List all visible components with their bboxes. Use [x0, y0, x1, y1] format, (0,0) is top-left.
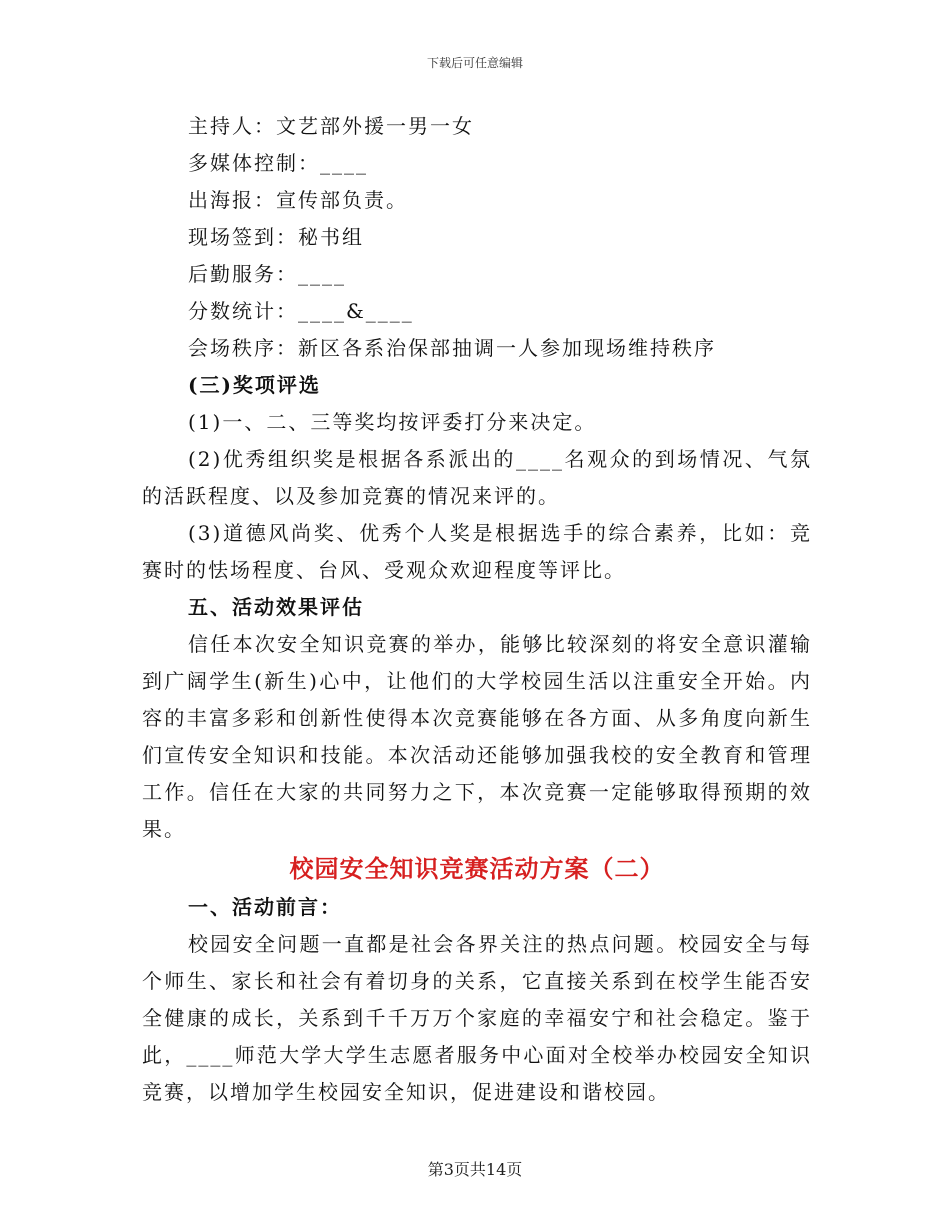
award-item-2: (2)优秀组织奖是根据各系派出的____名观众的到场情况、气氛的活跃程度、以及参加竞赛的情况来评的。: [142, 447, 812, 508]
preface-body: 校园安全问题一直都是社会各界关注的热点问题。校园安全与每个师生、家长和社会有着切身的关系，它直接关系到在校学生能否安全健康的成长，关系到千千万万个家庭的幸福安宁和社会稳定。鉴于此，____师范大学大学生志愿者服务中心面对全校举办校园安全知识竞赛，以增加学生校园安全知识，促进建设和谐校园。: [142, 932, 812, 1104]
poster-line: 出海报：宣传部负责。: [188, 188, 408, 212]
section5-body: 信任本次安全知识竞赛的举办，能够比较深刻的将安全意识灌输到广阔学生(新生)心中，让他们的大学校园生活以注重安全开始。内容的丰富多彩和创新性使得本次竞赛能够在各方面、从多角度向新生们宣传安全知识和技能。本次活动还能够加强我校的安全教育和管理工作。信任在大家的共同努力之下，本次竞赛一定能够取得预期的效果。: [142, 632, 812, 841]
page-header: 下载后可任意编辑: [426, 56, 523, 70]
logistics-line: 后勤服务：____: [188, 262, 346, 286]
scoring-line: 分数统计：____&____: [188, 299, 414, 323]
signin-line: 现场签到：秘书组: [188, 225, 364, 249]
page-number: 第3页共14页: [427, 1160, 523, 1179]
section3-heading: (三)奖项评选: [188, 373, 321, 397]
order-line: 会场秩序：新区各系治保部抽调一人参加现场维持秩序: [188, 336, 716, 360]
section5-heading: 五、活动效果评估: [188, 595, 364, 619]
host-line: 主持人：文艺部外援一男一女: [188, 114, 474, 138]
preface-heading: 一、活动前言：: [188, 895, 342, 919]
award-item-1: (1)一、二、三等奖均按评委打分来决定。: [188, 410, 597, 434]
document-title: 校园安全知识竞赛活动方案（二）: [289, 854, 665, 883]
document-body: [142, 108, 812, 1111]
award-item-3: (3)道德风尚奖、优秀个人奖是根据选手的综合素养，比如：竞赛时的怯场程度、台风、受观众欢迎程度等评比。: [142, 521, 812, 582]
multimedia-line: 多媒体控制：____: [188, 151, 368, 175]
